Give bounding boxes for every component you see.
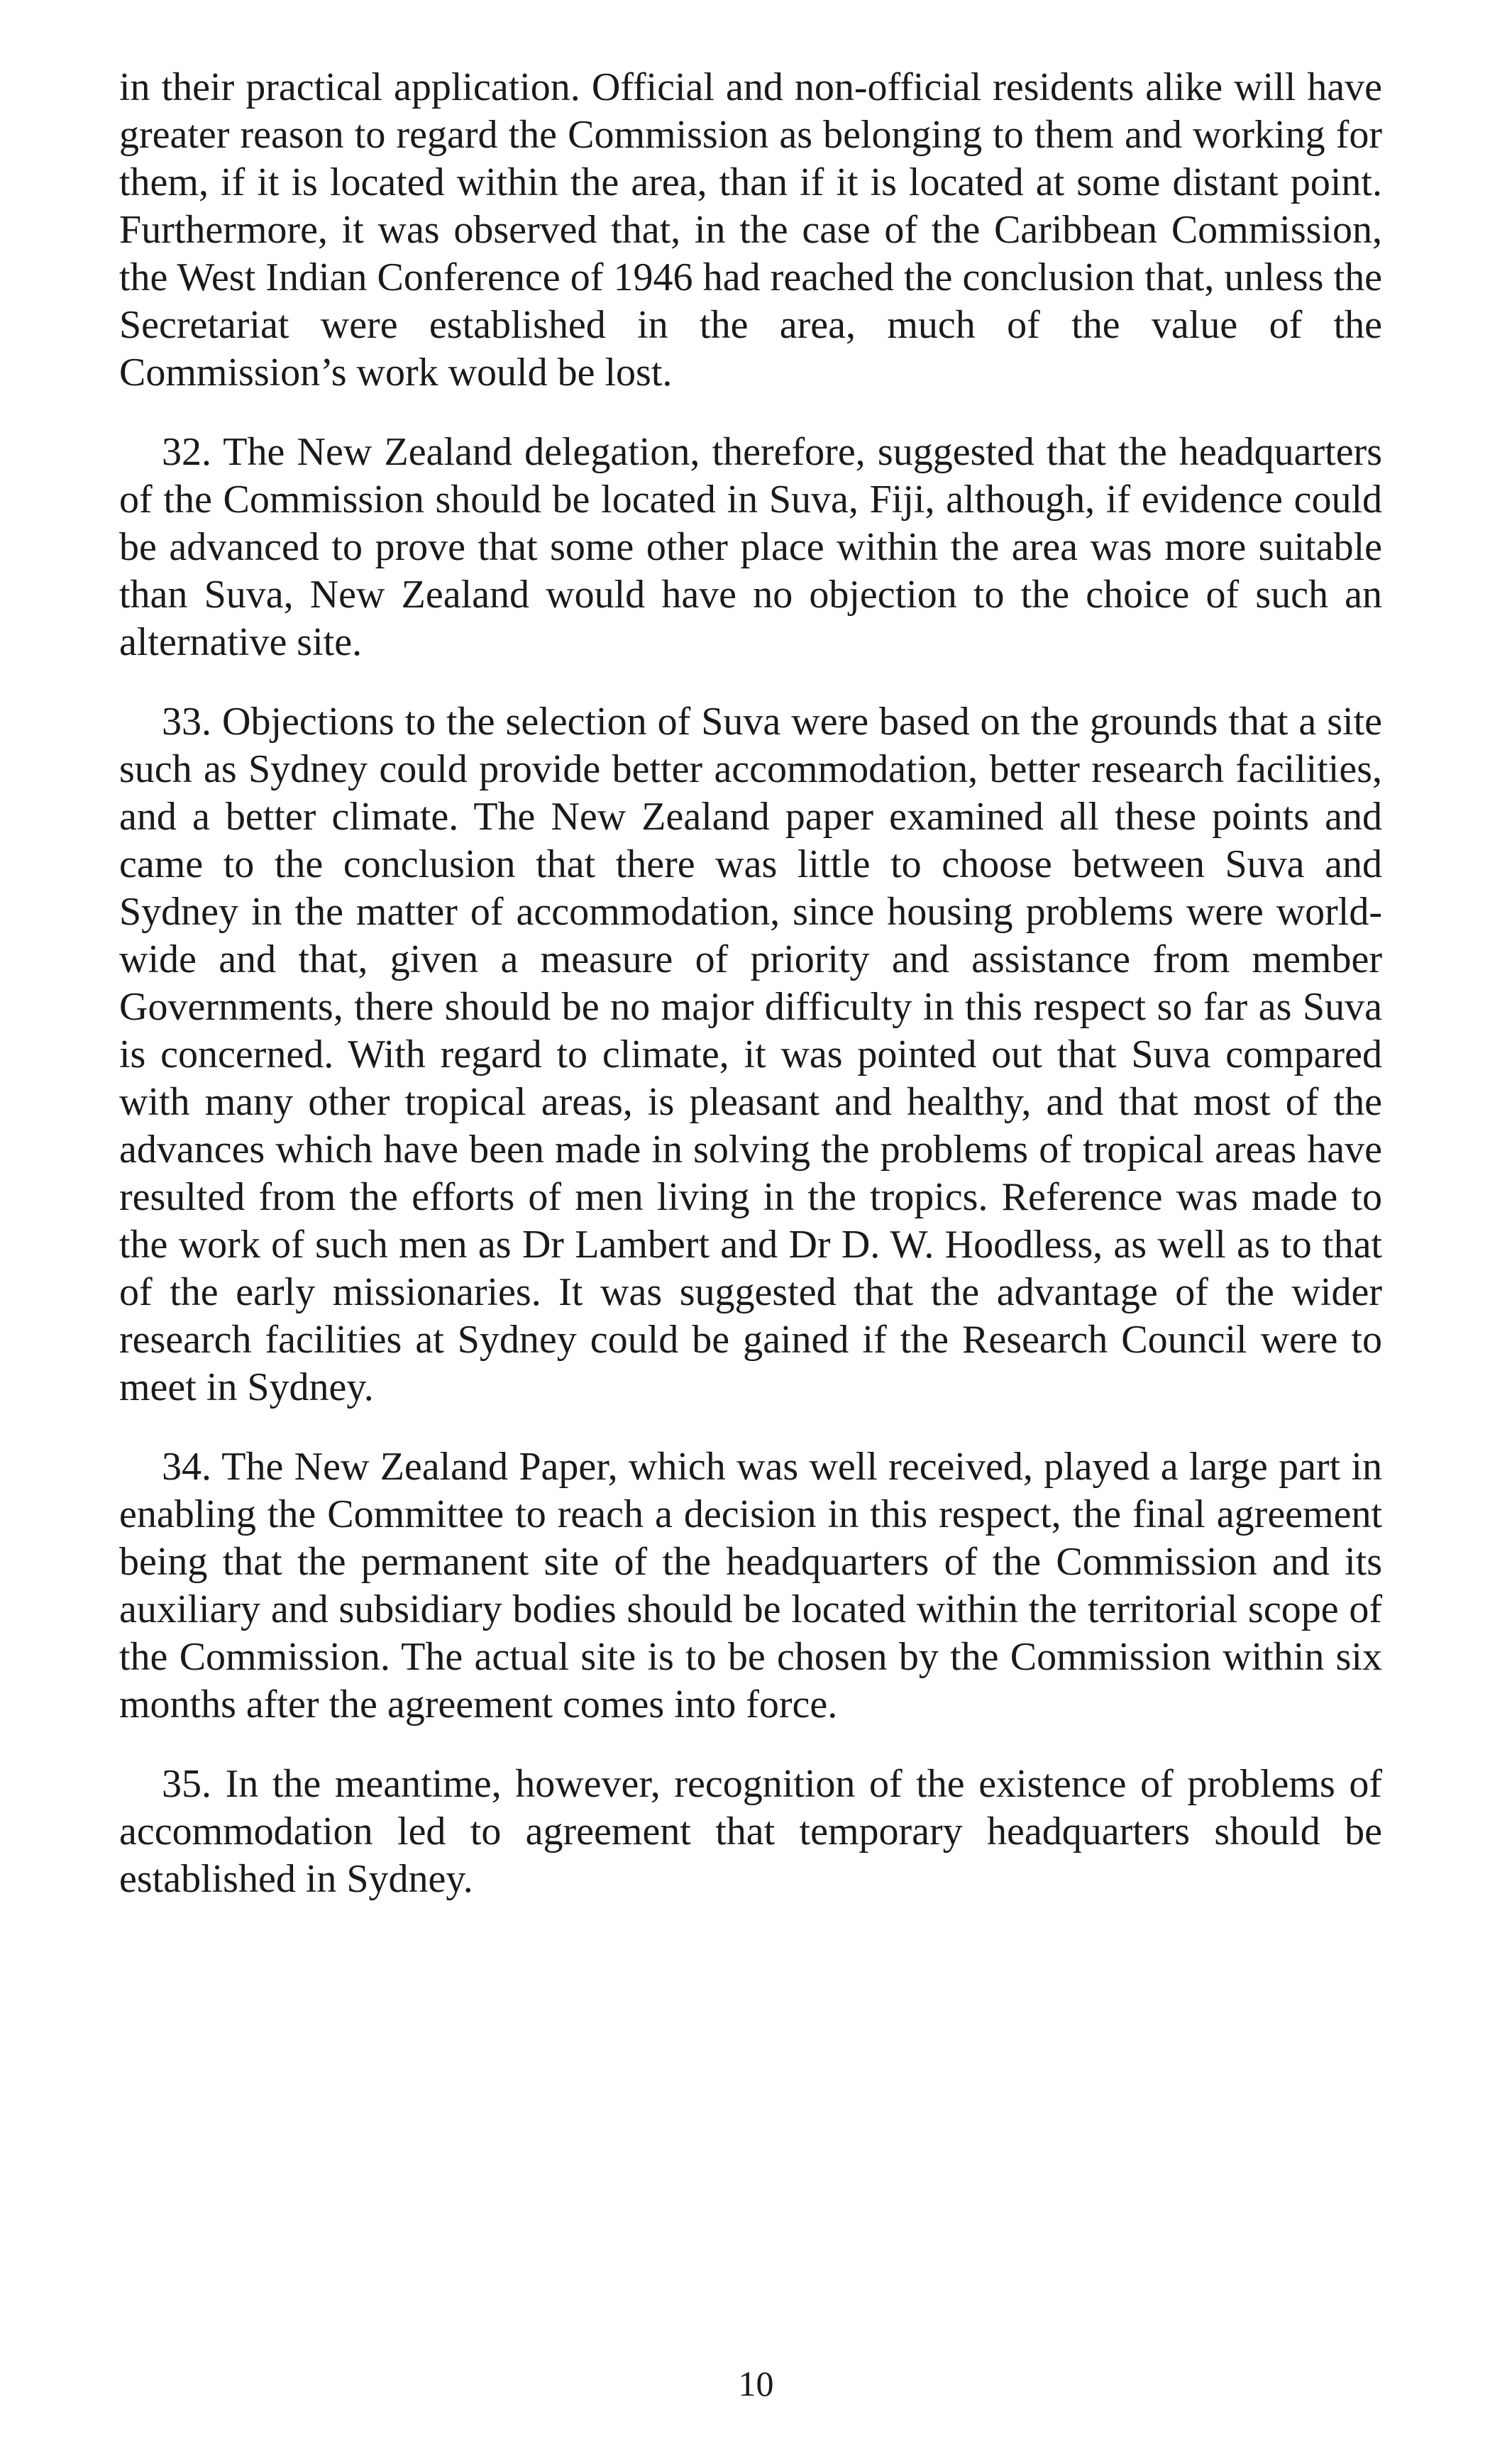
paragraph-35: 35. In the meantime, however, recognition of the existence of problems of accommodation led to agreement that temporary headquarters should be established in Sydney. (119, 1762, 1382, 1901)
page-body (119, 64, 1382, 1935)
paragraph-33: 33. Objections to the selection of Suva were based on the grounds that a site such as Sydney could provide better accommodation, better research facilities, and a better climate. The New Zealand paper examined all these points and came to the conclusion that there was little to choose between Suva and Sydney in the matter of accommodation, since housing problems were world-wide and that, given a measure of priority and assistance from member Governments, there should be no major difficulty in this respect so far as Suva is concerned. With regard to climate, it was pointed out that Suva compared with many other tropical areas, is pleasant and healthy, and that most of the advances which have been made in solving the problems of tropical areas have resulted from the efforts of men living in the tropics. Reference was made to the work of such men as Dr Lambert and Dr D. W. Hoodless, as well as to that of the early missionaries. It was suggested that the advantage of the wider research facilities at Sydney could be gained if the Research Council were to meet in Sydney. (119, 700, 1382, 1409)
paragraph-32: 32. The New Zealand delegation, therefore, suggested that the headquarters of the Commission should be located in Suva, Fiji, although, if evidence could be advanced to prove that some other place within the area was more suitable than Suva, New Zealand would have no objection to the choice of such an alternative site. (119, 430, 1382, 664)
paragraph-continued: in their practical application. Official and non-official residents alike will have greater reason to regard the Commission as belonging to them and working for them, if it is located within the area, than if it is located at some distant point. Furthermore, it was observed that, in the case of the Caribbean Commission, the West Indian Conference of 1946 had reached the conclusion that, unless the Secretariat were established in the area, much of the value of the Commission’s work would be lost. (119, 65, 1382, 395)
page-number: 10 (738, 2364, 774, 2403)
paragraph-34: 34. The New Zealand Paper, which was well received, played a large part in enabling the Committee to reach a decision in this respect, the final agreement being that the permanent site of the headquarters of the Commission and its auxiliary and subsidiary bodies should be located within the territorial scope of the Commission. The actual site is to be chosen by the Commission within six months after the agreement comes into force. (119, 1445, 1382, 1726)
